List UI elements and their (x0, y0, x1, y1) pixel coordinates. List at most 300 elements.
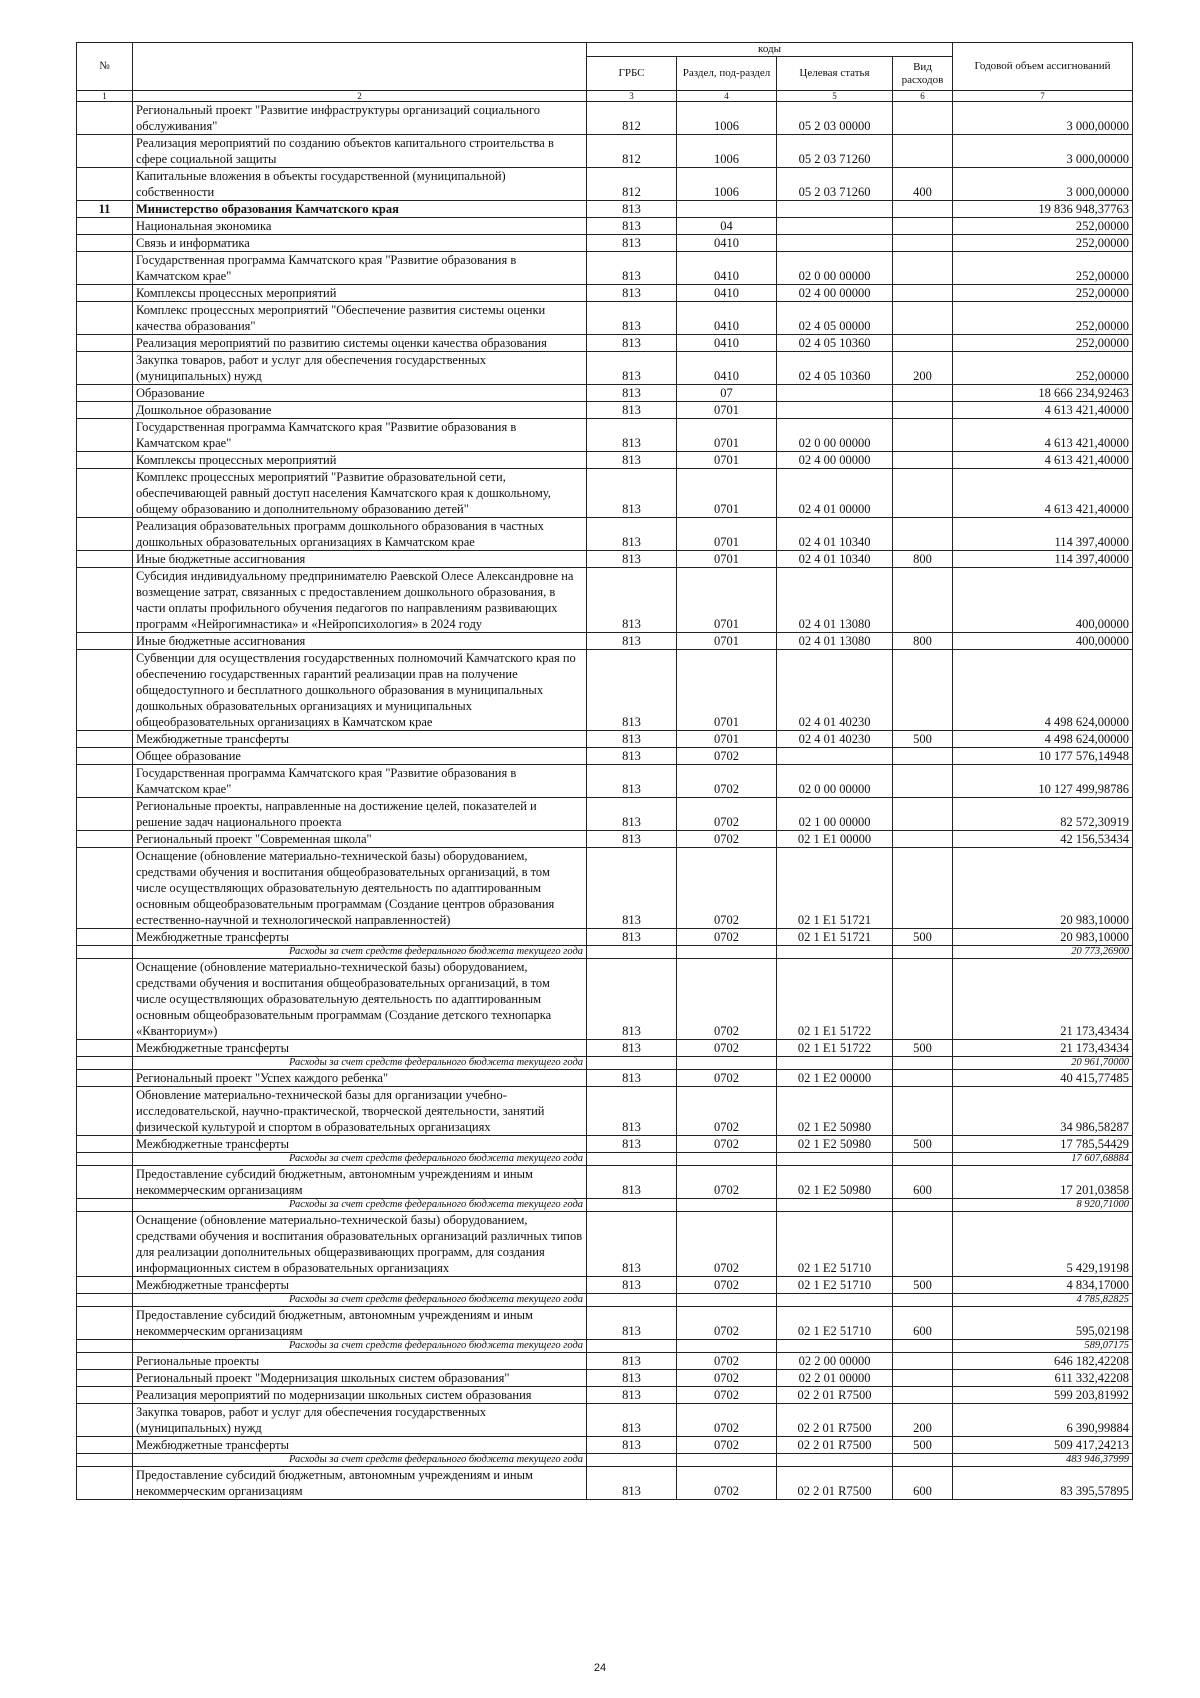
row-vid-cell: 500 (893, 1277, 953, 1294)
row-tsel-cell: 02 1 E2 50980 (777, 1087, 893, 1136)
row-tsel-cell (777, 748, 893, 765)
row-summa-cell: 4 613 421,40000 (953, 452, 1133, 469)
row-number-cell (77, 633, 133, 650)
row-tsel-cell (777, 1294, 893, 1307)
row-tsel-cell (777, 1153, 893, 1166)
row-tsel-cell: 02 2 01 R7500 (777, 1404, 893, 1437)
row-vid-cell (893, 1153, 953, 1166)
row-grbs-cell: 813 (587, 929, 677, 946)
header-row-1 (77, 43, 1133, 57)
header-index: 6 (893, 91, 953, 102)
row-summa-cell: 19 836 948,37763 (953, 201, 1133, 218)
row-grbs-cell: 813 (587, 352, 677, 385)
row-summa-cell: 20 773,26900 (953, 946, 1133, 959)
row-vid-cell (893, 102, 953, 135)
row-number-cell (77, 335, 133, 352)
row-summa-cell: 6 390,99884 (953, 1404, 1133, 1437)
row-number-cell (77, 419, 133, 452)
row-vid-cell (893, 1199, 953, 1212)
row-tsel-cell: 02 4 01 40230 (777, 731, 893, 748)
row-vid-cell (893, 748, 953, 765)
row-razdel-cell: 0702 (677, 748, 777, 765)
header-name (133, 43, 587, 91)
row-number-cell (77, 1387, 133, 1404)
row-razdel-cell: 0702 (677, 1437, 777, 1454)
row-name-cell: Расходы за счет средств федерального бюджета текущего года (133, 1153, 587, 1166)
row-name-cell: Государственная программа Камчатского края "Развитие образования в Камчатском крае" (133, 419, 587, 452)
header-index: 3 (587, 91, 677, 102)
row-number-cell (77, 1404, 133, 1437)
row-grbs-cell: 813 (587, 1467, 677, 1500)
row-vid-cell (893, 385, 953, 402)
row-vid-cell: 200 (893, 352, 953, 385)
row-grbs-cell: 813 (587, 633, 677, 650)
row-tsel-cell: 02 4 00 00000 (777, 452, 893, 469)
row-summa-cell: 5 429,19198 (953, 1212, 1133, 1277)
row-name-cell: Региональные проекты, направленные на достижение целей, показателей и решение задач национального проекта (133, 798, 587, 831)
table-row (77, 102, 1133, 135)
table-row (77, 633, 1133, 650)
row-razdel-cell: 0702 (677, 959, 777, 1040)
row-grbs-cell: 812 (587, 102, 677, 135)
row-razdel-cell (677, 946, 777, 959)
row-name-cell: Межбюджетные трансферты (133, 1136, 587, 1153)
row-summa-cell: 252,00000 (953, 302, 1133, 335)
row-razdel-cell: 0702 (677, 1307, 777, 1340)
row-razdel-cell: 0702 (677, 1387, 777, 1404)
row-razdel-cell: 0701 (677, 419, 777, 452)
row-razdel-cell: 0702 (677, 1370, 777, 1387)
row-grbs-cell (587, 1340, 677, 1353)
row-vid-cell (893, 1087, 953, 1136)
row-summa-cell: 611 332,42208 (953, 1370, 1133, 1387)
row-vid-cell (893, 402, 953, 419)
row-razdel-cell: 1006 (677, 168, 777, 201)
row-tsel-cell: 02 1 E1 51722 (777, 1040, 893, 1057)
row-name-cell: Обновление материально-технической базы для организации учебно-исследовательской, научно-практической, творческой деятельности, занятий физической культурой и спортом в образовательных организациях (133, 1087, 587, 1136)
row-tsel-cell: 02 0 00 00000 (777, 765, 893, 798)
row-tsel-cell: 02 4 01 10340 (777, 551, 893, 568)
row-grbs-cell: 813 (587, 469, 677, 518)
table-row (77, 335, 1133, 352)
row-number-cell (77, 352, 133, 385)
row-summa-cell: 82 572,30919 (953, 798, 1133, 831)
row-razdel-cell: 0702 (677, 831, 777, 848)
row-summa-cell: 252,00000 (953, 252, 1133, 285)
row-number-cell (77, 518, 133, 551)
row-summa-cell: 4 834,17000 (953, 1277, 1133, 1294)
row-summa-cell: 4 498 624,00000 (953, 731, 1133, 748)
row-summa-cell: 10 127 499,98786 (953, 765, 1133, 798)
row-grbs-cell: 813 (587, 1404, 677, 1437)
row-name-cell: Реализация мероприятий по модернизации школьных систем образования (133, 1387, 587, 1404)
row-number-cell (77, 798, 133, 831)
table-row (77, 402, 1133, 419)
row-tsel-cell: 02 2 01 R7500 (777, 1387, 893, 1404)
row-number-cell (77, 748, 133, 765)
row-grbs-cell: 813 (587, 1370, 677, 1387)
row-name-cell: Государственная программа Камчатского края "Развитие образования в Камчатском крае" (133, 252, 587, 285)
row-grbs-cell (587, 1153, 677, 1166)
row-summa-cell: 21 173,43434 (953, 1040, 1133, 1057)
row-tsel-cell: 02 4 01 13080 (777, 568, 893, 633)
row-summa-cell: 40 415,77485 (953, 1070, 1133, 1087)
row-grbs-cell: 813 (587, 385, 677, 402)
table-row (77, 848, 1133, 929)
row-name-cell: Межбюджетные трансферты (133, 1437, 587, 1454)
table-row (77, 1307, 1133, 1340)
federal-funds-row (77, 1294, 1133, 1307)
header-index: 4 (677, 91, 777, 102)
row-tsel-cell: 02 1 E1 51722 (777, 959, 893, 1040)
table-row (77, 1070, 1133, 1087)
row-razdel-cell: 0410 (677, 252, 777, 285)
header-index: 1 (77, 91, 133, 102)
row-summa-cell: 252,00000 (953, 285, 1133, 302)
row-grbs-cell: 813 (587, 959, 677, 1040)
row-name-cell: Государственная программа Камчатского края "Развитие образования в Камчатском крае" (133, 765, 587, 798)
row-name-cell: Реализация образовательных программ дошкольного образования в частных дошкольных образовательных организациях в Камчатском крае (133, 518, 587, 551)
row-vid-cell (893, 959, 953, 1040)
row-name-cell: Иные бюджетные ассигнования (133, 551, 587, 568)
row-grbs-cell: 813 (587, 551, 677, 568)
row-tsel-cell (777, 235, 893, 252)
table-row (77, 419, 1133, 452)
row-grbs-cell (587, 946, 677, 959)
row-tsel-cell (777, 1057, 893, 1070)
table-row (77, 201, 1133, 218)
row-summa-cell: 483 946,37999 (953, 1454, 1133, 1467)
row-razdel-cell (677, 1153, 777, 1166)
row-name-cell: Расходы за счет средств федерального бюджета текущего года (133, 946, 587, 959)
federal-funds-row (77, 1340, 1133, 1353)
row-tsel-cell: 02 4 05 00000 (777, 302, 893, 335)
row-vid-cell (893, 335, 953, 352)
row-vid-cell (893, 1370, 953, 1387)
row-number-cell (77, 1294, 133, 1307)
row-tsel-cell: 02 2 01 R7500 (777, 1437, 893, 1454)
row-vid-cell: 200 (893, 1404, 953, 1437)
row-summa-cell: 599 203,81992 (953, 1387, 1133, 1404)
table-row (77, 352, 1133, 385)
row-vid-cell (893, 518, 953, 551)
row-razdel-cell: 0701 (677, 402, 777, 419)
row-grbs-cell: 812 (587, 135, 677, 168)
row-number-cell (77, 235, 133, 252)
row-tsel-cell: 02 1 E2 51710 (777, 1307, 893, 1340)
row-number-cell (77, 135, 133, 168)
row-grbs-cell: 813 (587, 831, 677, 848)
row-number-cell (77, 946, 133, 959)
row-summa-cell: 3 000,00000 (953, 102, 1133, 135)
row-grbs-cell: 813 (587, 798, 677, 831)
row-summa-cell: 17 201,03858 (953, 1166, 1133, 1199)
table-row (77, 235, 1133, 252)
row-tsel-cell: 02 2 00 00000 (777, 1353, 893, 1370)
row-summa-cell: 4 613 421,40000 (953, 469, 1133, 518)
table-row (77, 1040, 1133, 1057)
row-tsel-cell: 02 4 01 00000 (777, 469, 893, 518)
row-tsel-cell: 02 4 01 40230 (777, 650, 893, 731)
row-grbs-cell: 813 (587, 848, 677, 929)
header-num: № (77, 43, 133, 91)
row-razdel-cell: 0701 (677, 633, 777, 650)
row-summa-cell: 4 613 421,40000 (953, 419, 1133, 452)
row-summa-cell: 252,00000 (953, 218, 1133, 235)
federal-funds-row (77, 1199, 1133, 1212)
row-razdel-cell: 0702 (677, 1277, 777, 1294)
row-vid-cell (893, 1353, 953, 1370)
table-row (77, 285, 1133, 302)
row-grbs-cell: 813 (587, 650, 677, 731)
row-number-cell (77, 1340, 133, 1353)
row-name-cell: Межбюджетные трансферты (133, 731, 587, 748)
row-tsel-cell: 02 0 00 00000 (777, 252, 893, 285)
row-razdel-cell: 1006 (677, 135, 777, 168)
row-vid-cell (893, 1057, 953, 1070)
row-tsel-cell (777, 1199, 893, 1212)
table-row (77, 218, 1133, 235)
row-vid-cell (893, 201, 953, 218)
row-summa-cell: 10 177 576,14948 (953, 748, 1133, 765)
row-grbs-cell: 813 (587, 218, 677, 235)
row-grbs-cell: 813 (587, 1277, 677, 1294)
row-summa-cell: 3 000,00000 (953, 135, 1133, 168)
row-vid-cell: 500 (893, 731, 953, 748)
row-vid-cell (893, 1454, 953, 1467)
row-number-cell (77, 1166, 133, 1199)
row-vid-cell (893, 452, 953, 469)
row-number-cell (77, 929, 133, 946)
row-vid-cell (893, 302, 953, 335)
row-name-cell: Иные бюджетные ассигнования (133, 633, 587, 650)
row-name-cell: Предоставление субсидий бюджетным, автономным учреждениям и иным некоммерческим организациям (133, 1307, 587, 1340)
row-name-cell: Региональные проекты (133, 1353, 587, 1370)
table-row (77, 929, 1133, 946)
header-index: 7 (953, 91, 1133, 102)
row-vid-cell (893, 1212, 953, 1277)
budget-table (76, 42, 1133, 1500)
row-summa-cell: 21 173,43434 (953, 959, 1133, 1040)
row-razdel-cell: 0410 (677, 285, 777, 302)
row-grbs-cell: 813 (587, 335, 677, 352)
table-row (77, 959, 1133, 1040)
row-vid-cell (893, 568, 953, 633)
table-row (77, 1437, 1133, 1454)
table-row (77, 302, 1133, 335)
row-summa-cell: 42 156,53434 (953, 831, 1133, 848)
row-summa-cell: 400,00000 (953, 568, 1133, 633)
row-vid-cell (893, 848, 953, 929)
table-row (77, 765, 1133, 798)
row-tsel-cell: 02 1 E2 50980 (777, 1136, 893, 1153)
row-razdel-cell (677, 201, 777, 218)
table-row (77, 518, 1133, 551)
row-tsel-cell: 05 2 03 71260 (777, 168, 893, 201)
row-number-cell (77, 1454, 133, 1467)
row-number-cell: 11 (77, 201, 133, 218)
row-name-cell: Региональный проект "Успех каждого ребенка" (133, 1070, 587, 1087)
row-tsel-cell: 02 0 00 00000 (777, 419, 893, 452)
row-number-cell (77, 1070, 133, 1087)
row-grbs-cell: 813 (587, 201, 677, 218)
row-name-cell: Региональный проект "Модернизация школьных систем образования" (133, 1370, 587, 1387)
row-razdel-cell: 0702 (677, 848, 777, 929)
row-summa-cell: 34 986,58287 (953, 1087, 1133, 1136)
row-name-cell: Дошкольное образование (133, 402, 587, 419)
row-tsel-cell (777, 1340, 893, 1353)
row-name-cell: Комплексы процессных мероприятий (133, 452, 587, 469)
row-tsel-cell (777, 1454, 893, 1467)
table-row (77, 135, 1133, 168)
row-name-cell: Региональный проект "Развитие инфраструктуры организаций социального обслуживания" (133, 102, 587, 135)
federal-funds-row (77, 1153, 1133, 1166)
row-grbs-cell: 813 (587, 402, 677, 419)
row-tsel-cell: 02 4 01 10340 (777, 518, 893, 551)
header-grbs: ГРБС (587, 57, 677, 91)
row-tsel-cell (777, 201, 893, 218)
row-grbs-cell: 813 (587, 1040, 677, 1057)
row-razdel-cell: 0702 (677, 1087, 777, 1136)
row-grbs-cell: 813 (587, 1307, 677, 1340)
row-number-cell (77, 385, 133, 402)
row-vid-cell: 600 (893, 1166, 953, 1199)
row-razdel-cell: 0701 (677, 452, 777, 469)
row-summa-cell: 595,02198 (953, 1307, 1133, 1340)
row-tsel-cell: 02 1 E1 51721 (777, 929, 893, 946)
row-number-cell (77, 1057, 133, 1070)
row-number-cell (77, 285, 133, 302)
row-number-cell (77, 469, 133, 518)
row-number-cell (77, 102, 133, 135)
row-name-cell: Оснащение (обновление материально-технической базы) оборудованием, средствами обучения и воспитания общеобразовательных организаций, в том числе осуществляющих образовательную деятельность по адаптированным основным общеобразовательным программам (Создание детского технопарка «Кванториум») (133, 959, 587, 1040)
federal-funds-row (77, 1057, 1133, 1070)
row-razdel-cell: 0702 (677, 929, 777, 946)
row-razdel-cell: 0702 (677, 1070, 777, 1087)
row-vid-cell (893, 831, 953, 848)
table-row (77, 1467, 1133, 1500)
row-number-cell (77, 252, 133, 285)
row-name-cell: Реализация мероприятий по развитию системы оценки качества образования (133, 335, 587, 352)
row-vid-cell: 600 (893, 1467, 953, 1500)
row-razdel-cell (677, 1057, 777, 1070)
row-vid-cell (893, 650, 953, 731)
row-tsel-cell: 05 2 03 71260 (777, 135, 893, 168)
row-name-cell: Межбюджетные трансферты (133, 1040, 587, 1057)
row-number-cell (77, 848, 133, 929)
row-number-cell (77, 1437, 133, 1454)
row-grbs-cell: 813 (587, 748, 677, 765)
row-grbs-cell (587, 1454, 677, 1467)
row-name-cell: Министерство образования Камчатского края (133, 201, 587, 218)
row-vid-cell: 500 (893, 929, 953, 946)
row-name-cell: Капитальные вложения в объекты государственной (муниципальной) собственности (133, 168, 587, 201)
table-row (77, 831, 1133, 848)
table-body (77, 102, 1133, 1500)
row-tsel-cell: 02 4 00 00000 (777, 285, 893, 302)
row-number-cell (77, 551, 133, 568)
row-razdel-cell: 0410 (677, 352, 777, 385)
row-grbs-cell: 813 (587, 252, 677, 285)
row-number-cell (77, 1277, 133, 1294)
row-summa-cell: 4 498 624,00000 (953, 650, 1133, 731)
row-name-cell: Предоставление субсидий бюджетным, автономным учреждениям и иным некоммерческим организациям (133, 1467, 587, 1500)
row-tsel-cell: 02 1 E2 50980 (777, 1166, 893, 1199)
row-grbs-cell: 813 (587, 285, 677, 302)
row-razdel-cell: 0702 (677, 1136, 777, 1153)
row-razdel-cell: 0702 (677, 1212, 777, 1277)
row-grbs-cell: 812 (587, 168, 677, 201)
header-tsel: Целевая статья (777, 57, 893, 91)
header-vid: Вид расходов (893, 57, 953, 91)
row-summa-cell: 17 607,68884 (953, 1153, 1133, 1166)
row-summa-cell: 589,07175 (953, 1340, 1133, 1353)
row-grbs-cell: 813 (587, 452, 677, 469)
row-name-cell: Комплексы процессных мероприятий (133, 285, 587, 302)
row-grbs-cell: 813 (587, 302, 677, 335)
row-razdel-cell: 0702 (677, 1166, 777, 1199)
row-tsel-cell: 02 1 E2 51710 (777, 1212, 893, 1277)
row-name-cell: Расходы за счет средств федерального бюджета текущего года (133, 1340, 587, 1353)
row-name-cell: Расходы за счет средств федерального бюджета текущего года (133, 1294, 587, 1307)
row-summa-cell: 646 182,42208 (953, 1353, 1133, 1370)
row-vid-cell (893, 1340, 953, 1353)
table-row (77, 1212, 1133, 1277)
row-number-cell (77, 402, 133, 419)
row-summa-cell: 3 000,00000 (953, 168, 1133, 201)
row-tsel-cell (777, 946, 893, 959)
row-grbs-cell: 813 (587, 1437, 677, 1454)
row-grbs-cell: 813 (587, 235, 677, 252)
row-name-cell: Межбюджетные трансферты (133, 1277, 587, 1294)
row-vid-cell (893, 419, 953, 452)
row-number-cell (77, 1307, 133, 1340)
row-summa-cell: 20 983,10000 (953, 929, 1133, 946)
row-number-cell (77, 1370, 133, 1387)
table-row (77, 1166, 1133, 1199)
row-razdel-cell: 0702 (677, 765, 777, 798)
row-summa-cell: 18 666 234,92463 (953, 385, 1133, 402)
row-name-cell: Реализация мероприятий по созданию объектов капитального строительства в сфере социальной защиты (133, 135, 587, 168)
row-name-cell: Закупка товаров, работ и услуг для обеспечения государственных (муниципальных) нужд (133, 1404, 587, 1437)
header-summa: Годовой объем ассигнований (953, 43, 1133, 91)
row-tsel-cell: 02 2 01 R7500 (777, 1467, 893, 1500)
row-grbs-cell: 813 (587, 518, 677, 551)
row-tsel-cell: 02 1 E1 51721 (777, 848, 893, 929)
row-number-cell (77, 1040, 133, 1057)
row-razdel-cell (677, 1199, 777, 1212)
row-grbs-cell: 813 (587, 1353, 677, 1370)
row-tsel-cell: 02 1 E2 00000 (777, 1070, 893, 1087)
row-number-cell (77, 218, 133, 235)
row-number-cell (77, 650, 133, 731)
row-name-cell: Общее образование (133, 748, 587, 765)
row-summa-cell: 252,00000 (953, 352, 1133, 385)
row-summa-cell: 509 417,24213 (953, 1437, 1133, 1454)
row-summa-cell: 83 395,57895 (953, 1467, 1133, 1500)
row-tsel-cell: 05 2 03 00000 (777, 102, 893, 135)
table-row (77, 1277, 1133, 1294)
row-name-cell: Национальная экономика (133, 218, 587, 235)
header-index: 2 (133, 91, 587, 102)
row-name-cell: Региональный проект "Современная школа" (133, 831, 587, 848)
row-grbs-cell: 813 (587, 765, 677, 798)
row-grbs-cell (587, 1294, 677, 1307)
table-row (77, 1136, 1133, 1153)
row-vid-cell (893, 252, 953, 285)
row-name-cell: Оснащение (обновление материально-технической базы) оборудованием, средствами обучения и воспитания образовательных организаций различных типов для реализации дополнительных общеразвивающих программ, для создания информационных систем в образовательных организациях (133, 1212, 587, 1277)
row-vid-cell (893, 135, 953, 168)
